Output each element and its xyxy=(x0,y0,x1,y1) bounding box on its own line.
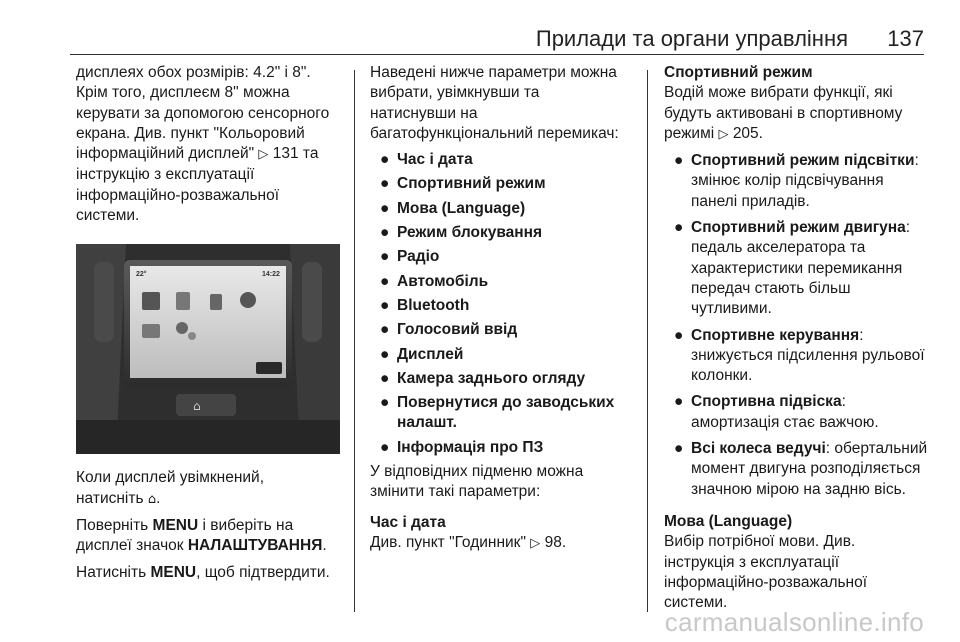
column-3 xyxy=(664,63,934,619)
time-date-paragraph: Див. пункт "Годинник" ▷ 98. xyxy=(370,533,567,551)
display-temperature: 22° xyxy=(136,271,147,279)
nav-app-icon xyxy=(210,294,222,310)
page-ref[interactable]: 131 та xyxy=(272,145,319,163)
list-item: ● Час і дата xyxy=(380,151,473,169)
compass-app-icon xyxy=(240,292,256,308)
menu-control-label: MENU xyxy=(150,563,197,581)
column-1 xyxy=(76,63,344,589)
page-header xyxy=(0,0,960,58)
display-illustration xyxy=(76,244,340,454)
home-icon: ⌂ xyxy=(147,491,157,507)
list-item: ● Автомобіль xyxy=(380,272,489,290)
list-item: ● Спортивний режим xyxy=(380,175,546,193)
page-ref[interactable]: 98. xyxy=(544,533,567,551)
column-2 xyxy=(370,63,635,560)
settings-label: НАЛАШТУВАННЯ xyxy=(187,537,323,555)
header-rule xyxy=(70,54,924,55)
list-item: ● Дисплей xyxy=(380,345,464,363)
page-number: 137 xyxy=(887,26,924,51)
list-item: ● Спортивне керування: знижується підсилення рульової колонки. xyxy=(674,326,925,385)
confirm-paragraph: Натисніть MENU, щоб підтвердити. xyxy=(76,563,330,581)
display-time: 14:22 xyxy=(262,271,280,279)
language-heading: Мова (Language) xyxy=(664,512,793,530)
column-divider xyxy=(354,70,355,612)
list-item: ● Bluetooth xyxy=(380,296,470,314)
sport-mode-heading: Спортивний режим xyxy=(664,64,813,81)
page-ref-icon: ▷ xyxy=(718,126,729,142)
options-intro: Наведені нижче параметри можна вибрати, увімкнувши та натиснувши на багатофункціональний перемикач: xyxy=(370,64,619,142)
media-app-icon xyxy=(142,324,160,338)
settings-options-list xyxy=(370,150,635,458)
list-item: ● Радіо xyxy=(380,248,440,266)
language-paragraph: Вибір потрібної мови. Див. інструкція з експлуатації інформаційно-розважальної системи. xyxy=(664,533,868,612)
time-date-heading: Час і дата xyxy=(370,513,446,531)
watermark: carmanualsonline.info xyxy=(664,607,924,637)
list-item: ● Інформація про ПЗ xyxy=(380,438,544,456)
list-item: ● Всі колеса ведучі: обертальний момент двигуна розподіляється значною мірою на задню вісь. xyxy=(674,440,928,498)
submenu-paragraph: У відповідних підменю можна змінити такі параметри: xyxy=(370,463,584,501)
list-item: ● Спортивний режим підсвітки: змінює колір підсвічування панелі приладів. xyxy=(674,152,919,210)
list-item: ● Мова (Language) xyxy=(380,199,526,217)
section-title: Прилади та органи управління xyxy=(535,26,848,51)
list-item: ● Спортивна підвіска: амортизація стає важчою. xyxy=(674,393,879,431)
list-item: ● Камера заднього огляду xyxy=(380,369,586,387)
list-item: ● Спортивний режим двигуна: педаль акселератора та характеристики перемикання передач стають більш чутливими. xyxy=(674,219,911,318)
menu-control-label: MENU xyxy=(152,516,199,534)
intro-paragraph: дисплеях обох розмірів: 4.2" і 8". Крім того, дисплеєм 8" можна керувати за допомогою сенсорного екрана. Див. пункт "Кольоровий інформаційний дисплей" ▷ 131 та інструкцію з експлуатації інформаційно-розважальної системи. xyxy=(76,64,330,225)
list-item: ● Режим блокування xyxy=(380,224,543,242)
phone-app-icon xyxy=(176,292,190,310)
sport-mode-options-list xyxy=(664,151,934,500)
infotainment-display-photo xyxy=(76,244,340,454)
list-item: ● Голосовий ввід xyxy=(380,321,518,339)
menu-paragraph: Поверніть MENU і виберіть на дисплеї значок НАЛАШТУВАННЯ. xyxy=(76,516,327,555)
audio-app-icon xyxy=(142,292,160,310)
page-ref-icon: ▷ xyxy=(530,535,541,551)
sport-mode-paragraph: Водій може вибрати функції, які будуть активовані в спортивному режимі ▷ 205. xyxy=(664,84,903,142)
list-item: ● Повернутися до заводських налашт. xyxy=(380,394,615,432)
home-button-icon: ⌂ xyxy=(193,399,201,414)
power-paragraph: Коли дисплей увімкнений, натисніть ⌂. xyxy=(76,469,265,507)
page-ref[interactable]: 205. xyxy=(732,124,763,142)
page-ref-icon: ▷ xyxy=(258,147,269,163)
column-divider xyxy=(647,70,648,612)
